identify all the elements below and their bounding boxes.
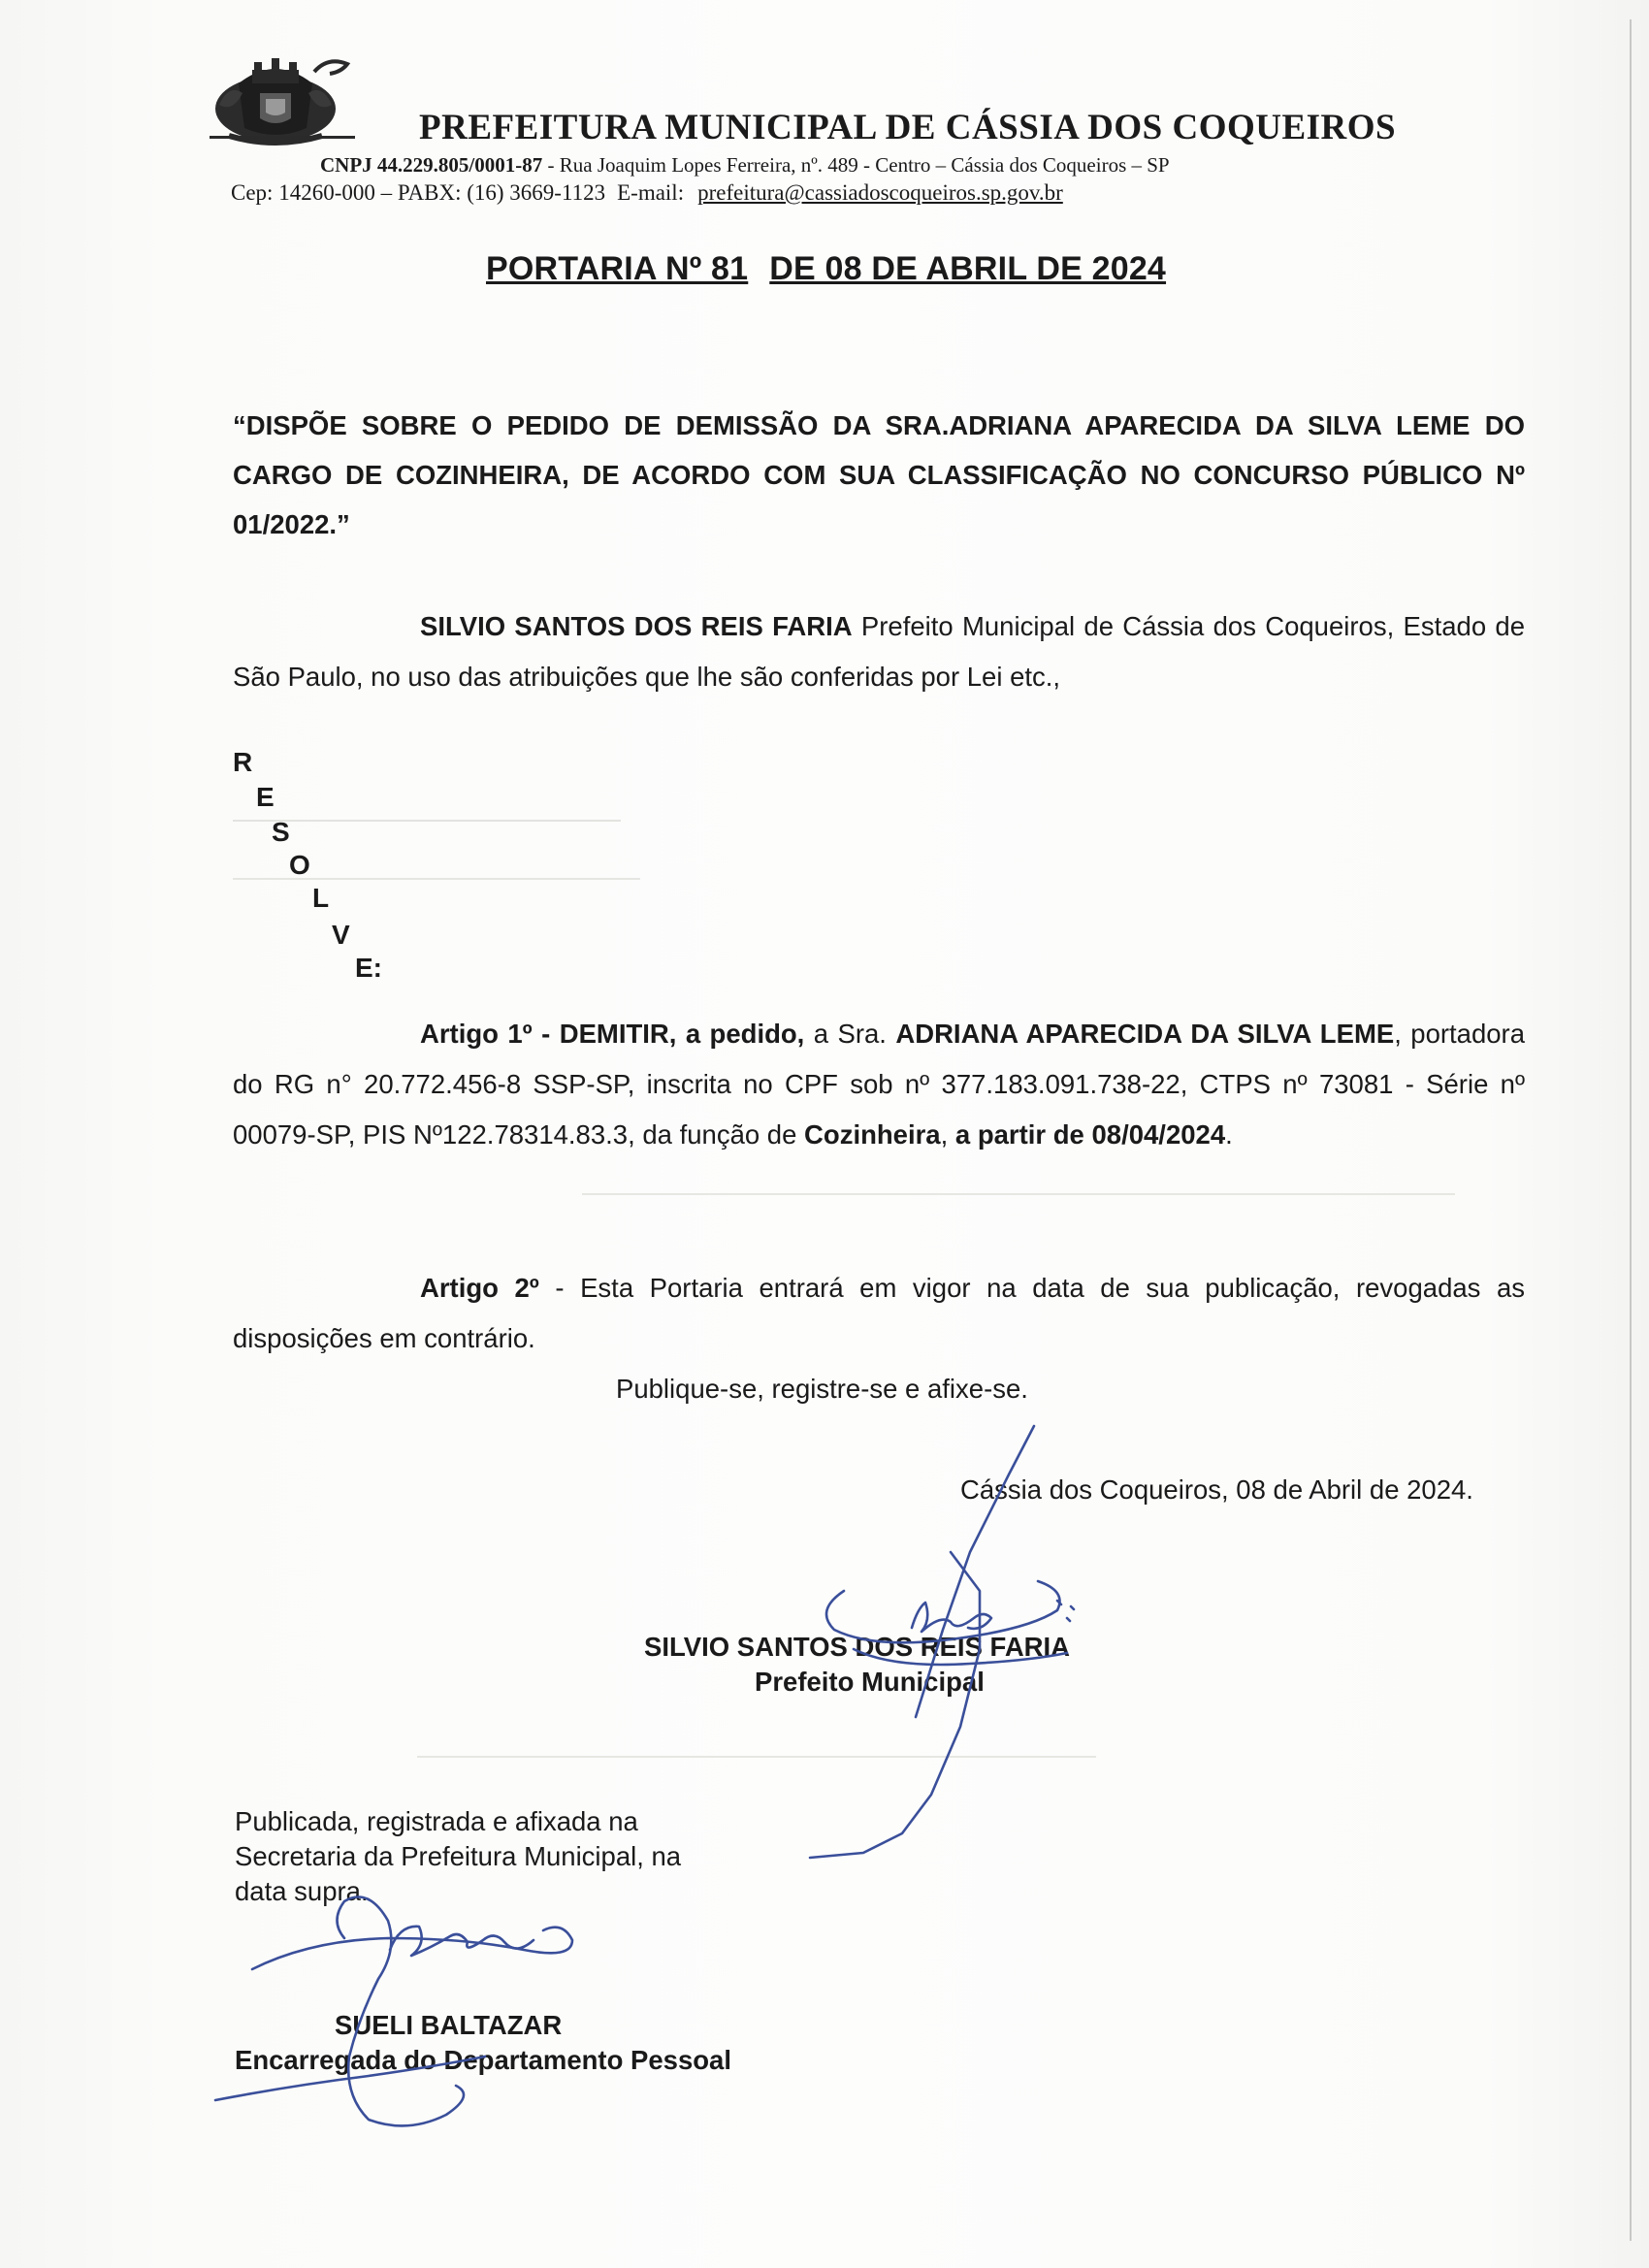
portaria-date: DE 08 DE ABRIL DE 2024 — [769, 250, 1167, 287]
resolve-letter: S — [272, 817, 290, 847]
letterhead-contact-line — [231, 180, 1346, 206]
address: - Rua Joaquim Lopes Ferreira, nº. 489 - Centro – Cássia dos Coqueiros – SP — [542, 153, 1170, 177]
publication-note: Publicada, registrada e afixada na Secretaria da Prefeitura Municipal, na data supra. — [235, 1806, 682, 1906]
bleed-through-mark — [417, 1756, 1096, 1758]
employee-name: ADRIANA APARECIDA DA SILVA LEME — [895, 1019, 1395, 1049]
bleed-through-mark — [233, 820, 621, 822]
cep-phone: Cep: 14260-000 – PABX: (16) 3669-1123 — [231, 180, 606, 205]
mayor-signature-name: SILVIO SANTOS DOS REIS FARIA — [644, 1632, 1071, 1662]
email-link[interactable]: prefeitura@cassiadoscoqueiros.sp.gov.br — [697, 180, 1063, 205]
resolve-letter: O — [289, 850, 310, 880]
mayor-name-inline: SILVIO SANTOS DOS REIS FARIA — [420, 611, 853, 641]
bleed-through-mark — [582, 1193, 1455, 1195]
portaria-number: PORTARIA Nº 81 — [486, 250, 749, 287]
job-role: Cozinheira — [804, 1119, 941, 1150]
resolve-letter: E — [256, 782, 275, 812]
publication-order: Publique-se, registre-se e afixe-se. — [616, 1374, 1028, 1404]
municipal-crest-icon — [210, 45, 374, 151]
resolve-letter: E: — [355, 953, 382, 983]
article-1-text: , portadora do RG n° 20.772.456-8 SSP-SP, inscrita no CPF sob nº 377.183.091.738-22, CTPS nº 73081 - Série nº 00079-SP, PIS Nº122.78314.83.3, da função de — [233, 1019, 1525, 1150]
hr-signature-role: Encarregada do Departamento Pessoal — [235, 2045, 731, 2075]
resolve-letter: V — [332, 920, 350, 950]
resolve-letter: R — [233, 747, 253, 777]
cnpj: CNPJ 44.229.805/0001-87 — [320, 153, 543, 177]
email-label: E-mail: — [617, 180, 685, 205]
preamble-text: Prefeito Municipal de Cássia dos Coqueiros, Estado de São Paulo, no uso das atribuições que lhe são conferidas por Lei etc., — [233, 611, 1525, 692]
mayor-signature-role: Prefeito Municipal — [755, 1667, 985, 1697]
article-1-text: , — [940, 1119, 955, 1150]
resolve-letter: L — [312, 883, 330, 913]
article-2-label: Artigo 2º — [420, 1273, 539, 1303]
ementa: “DISPÕE SOBRE O PEDIDO DE DEMISSÃO DA SRA.ADRIANA APARECIDA DA SILVA LEME DO CARGO DE COZINHEIRA, DE ACORDO COM SUA CLASSIFICAÇÃO NO CONCURSO PÚBLICO Nº 01/2022.” — [233, 410, 1525, 539]
effective-date: a partir de 08/04/2024 — [954, 1119, 1226, 1150]
article-1-text: a Sra. — [804, 1019, 896, 1049]
article-1-text: . — [1225, 1119, 1233, 1150]
hr-signature-name: SUELI BALTAZAR — [335, 2010, 563, 2040]
place-and-date: Cássia dos Coqueiros, 08 de Abril de 2024. — [960, 1474, 1473, 1505]
letterhead-title: PREFEITURA MUNICIPAL DE CÁSSIA DOS COQUEIROS — [419, 108, 1397, 147]
letterhead-address-line — [320, 153, 1436, 178]
article-2-text: - Esta Portaria entrará em vigor na data de sua publicação, revogadas as disposições em contrário. — [233, 1273, 1525, 1353]
portaria-title — [486, 250, 1359, 288]
article-2 — [233, 1263, 1525, 1364]
article-1 — [233, 1009, 1525, 1160]
article-1-label: Artigo 1º - DEMITIR, a pedido, — [420, 1019, 805, 1049]
preamble — [233, 601, 1525, 702]
page-edge — [1630, 19, 1632, 2241]
